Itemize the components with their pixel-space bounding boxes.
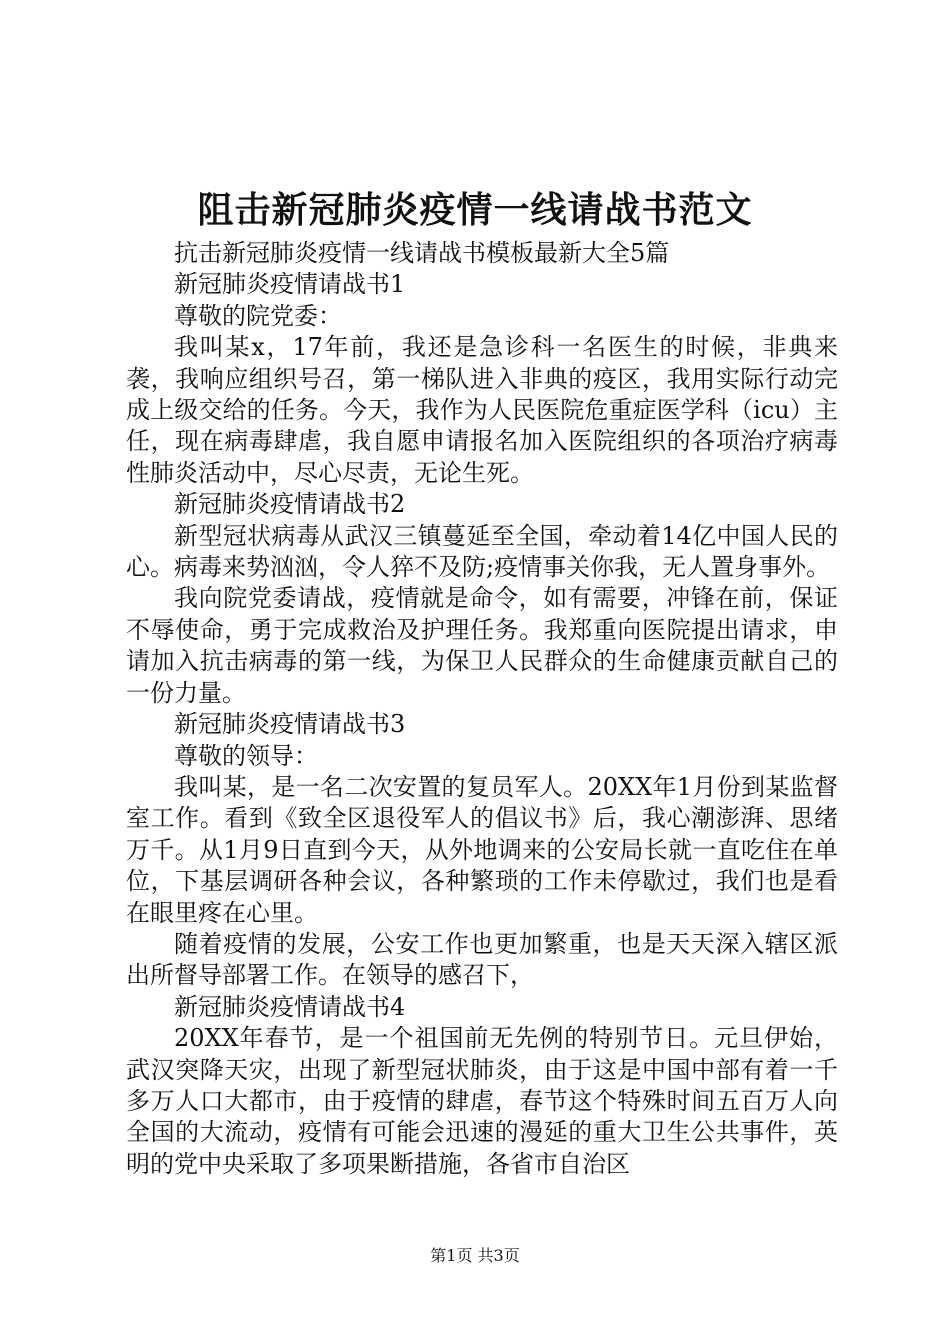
salutation-1: 尊敬的院党委： [174,301,342,330]
paragraph: 新型冠状病毒从武汉三镇蔓延至全国，牵动着14亿中国人民的心。病毒来势汹汹，令人猝不及防;疫情事关你我，无人置身事外。 [126,521,838,582]
paragraph-subtitle: 抗击新冠肺炎疫情一线请战书模板最新大全5篇 [174,239,670,267]
section-heading-3: 新冠肺炎疫情请战书3 [174,710,406,739]
paragraph: 随着疫情的发展，公安工作也更加繁重，也是天天深入辖区派出所督导部署工作。在领导的感召下， [126,929,838,990]
paragraph: 我向院党委请战，疫情就是命令，如有需要，冲锋在前，保证不辱使命，勇于完成救治及护理任务。我郑重向医院提出请求，申请加入抗击病毒的第一线，为保卫人民群众的生命健康贡献自己的一份力量。 [126,584,838,707]
section-heading-2: 新冠肺炎疫情请战书2 [174,490,406,519]
section-heading-1: 新冠肺炎疫情请战书1 [174,270,406,299]
salutation-3: 尊敬的领导： [174,741,318,770]
paragraph: 20XX年春节，是一个祖国前无先例的特别节日。元旦伊始，武汉突降天灾，出现了新型冠状肺炎，由于这是中国中部有着一千多万人口大都市，由于疫情的肆虐，春节这个特殊时间五百万人向全国的大流动，疫情有可能会迅速的漫延的重大卫生公共事件，英明的党中央采取了多项果断措施，各省市自治区 [126,1024,838,1178]
paragraph: 我叫某x，17年前，我还是急诊科一名医生的时候，非典来袭，我响应组织号召，第一梯队进入非典的疫区，我用实际行动完成上级交给的任务。今天，我作为人民医院危重症医学科（icu）主任，现在病毒肆虐，我自愿申请报名加入医院组织的各项治疗病毒性肺炎活动中，尽心尽责，无论生死。 [126,333,838,487]
page-footer: 第1页 共3页 [430,1246,520,1265]
document-title: 阻击新冠肺炎疫情一线请战书范文 [197,189,753,231]
paragraph: 我叫某，是一名二次安置的复员军人。20XX年1月份到某监督室工作。看到《致全区退役军人的倡议书》后，我心潮澎湃、思绪万千。从1月9日直到今天，从外地调来的公安局长就一直吃住在单位，下基层调研各种会议，各种繁琐的工作未停歇过，我们也是看在眼里疼在心里。 [126,772,838,927]
section-heading-4: 新冠肺炎疫情请战书4 [174,992,406,1021]
document-body [126,238,838,1180]
